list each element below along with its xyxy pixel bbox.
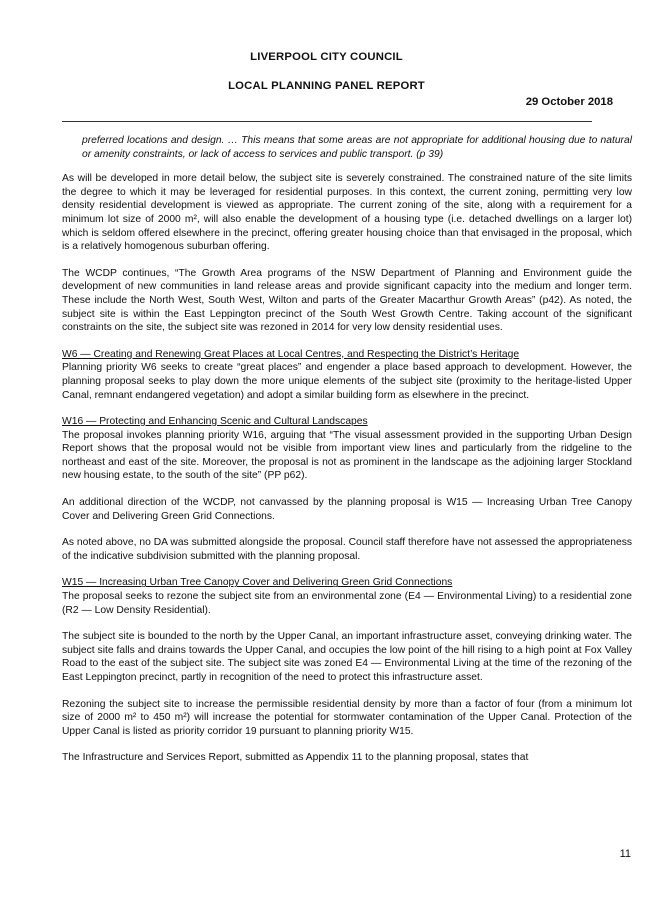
section-w6: [62, 348, 632, 402]
paragraph: Rezoning the subject site to increase the permissible residential density by more than a factor of four (from a minimum lot size of 2000 m² to 450 m²) will increase the potential for stormwater contamination of the Upper Canal. Protection of the Upper Canal is listed as priority corridor 19 pursuant to planning priority W15.: [62, 698, 632, 737]
report-body: [62, 134, 632, 778]
header-rule: [62, 121, 592, 122]
report-title: LOCAL PLANNING PANEL REPORT: [228, 80, 425, 92]
section-heading: W16 — Protecting and Enhancing Scenic and Cultural Landscapes: [62, 416, 368, 428]
paragraph: Planning priority W6 seeks to create “great places” and engender a place based approach to development. However, the planning proposal seeks to play down the more unique elements of the subject site (proximity to the heritage-listed Upper Canal, remnant endangered vegetation) and adopt a similar building form as elsewhere in the precinct.: [62, 362, 632, 401]
paragraph: The subject site is bounded to the north by the Upper Canal, an important infrastructure asset, conveying drinking water. The subject site falls and drains towards the Upper Canal, and occupies the low point of the hill rising to a high point at Fox Valley Road to the east of the subject site. The subject site was zoned E4 — Environmental Living at the time of the rezoning of the East Leppington precinct, partly in recognition of the need to protect this infrastructure asset.: [62, 631, 632, 683]
report-date: 29 October 2018: [525, 96, 613, 108]
paragraph: The proposal seeks to rezone the subject site from an environmental zone (E4 — Environmental Living) to a residential zone (R2 — Low Density Residential).: [62, 591, 632, 616]
quoted-text: preferred locations and design. … This means that some areas are not appropriate for additional housing due to natural or amenity constraints, or lack of access to services and public transport. (p 39): [82, 135, 632, 160]
paragraph: As will be developed in more detail below, the subject site is severely constrained. The constrained nature of the site limits the degree to which it may be leveraged for residential purposes. In this context, the current zoning, permitting very low density residential development is viewed as appropriate. The current zoning of the site, along with a requirement for a minimum lot size of 2000 m², will also enable the development of a housing type (i.e. detached dwellings on a larger lot) which is seldom offered elsewhere in the precinct, offering greater housing choice than that envisaged in the proposal, which is a relatively homogenous suburban offering.: [62, 173, 632, 253]
council-name: LIVERPOOL CITY COUNCIL: [250, 51, 403, 63]
section-heading: W6 — Creating and Renewing Great Places at Local Centres, and Respecting the District’s Heritage: [62, 348, 520, 360]
section-heading: W15 — Increasing Urban Tree Canopy Cover and Delivering Green Grid Connections: [62, 577, 453, 589]
section-w15: [62, 576, 632, 617]
paragraph: As noted above, no DA was submitted alongside the proposal. Council staff therefore have not assessed the appropriateness of the indicative subdivision submitted with the planning proposal.: [62, 537, 632, 562]
paragraph: The WCDP continues, “The Growth Area programs of the NSW Department of Planning and Environment guide the development of new communities in land release areas and provide significant capacity into the medium and longer term. These include the North West, South West, Wilton and parts of the Greater Macarthur Growth Areas” (p42). As noted, the subject site is within the East Leppington precinct of the South West Growth Centre. Taking account of the significant constraints on the site, the subject site was rezoned in 2014 for very low density residential uses.: [62, 267, 632, 334]
paragraph: The proposal invokes planning priority W16, arguing that “The visual assessment provided in the supporting Urban Design Report shows that the proposal would not be visible from important view lines and particularly from the ridgeline to the northeast and east of the site. Moreover, the proposal is not as prominent in the landscape as the adjoining larger Stockland new housing estate, to the south of the site” (PP p62).: [62, 429, 632, 482]
paragraph: An additional direction of the WCDP, not canvassed by the planning proposal is W15 — Increasing Urban Tree Canopy Cover and Delivering Green Grid Connections.: [62, 497, 632, 522]
page-number: 11: [619, 848, 631, 860]
paragraph: The Infrastructure and Services Report, submitted as Appendix 11 to the planning proposal, states that: [62, 752, 529, 764]
section-w16: [62, 415, 632, 483]
